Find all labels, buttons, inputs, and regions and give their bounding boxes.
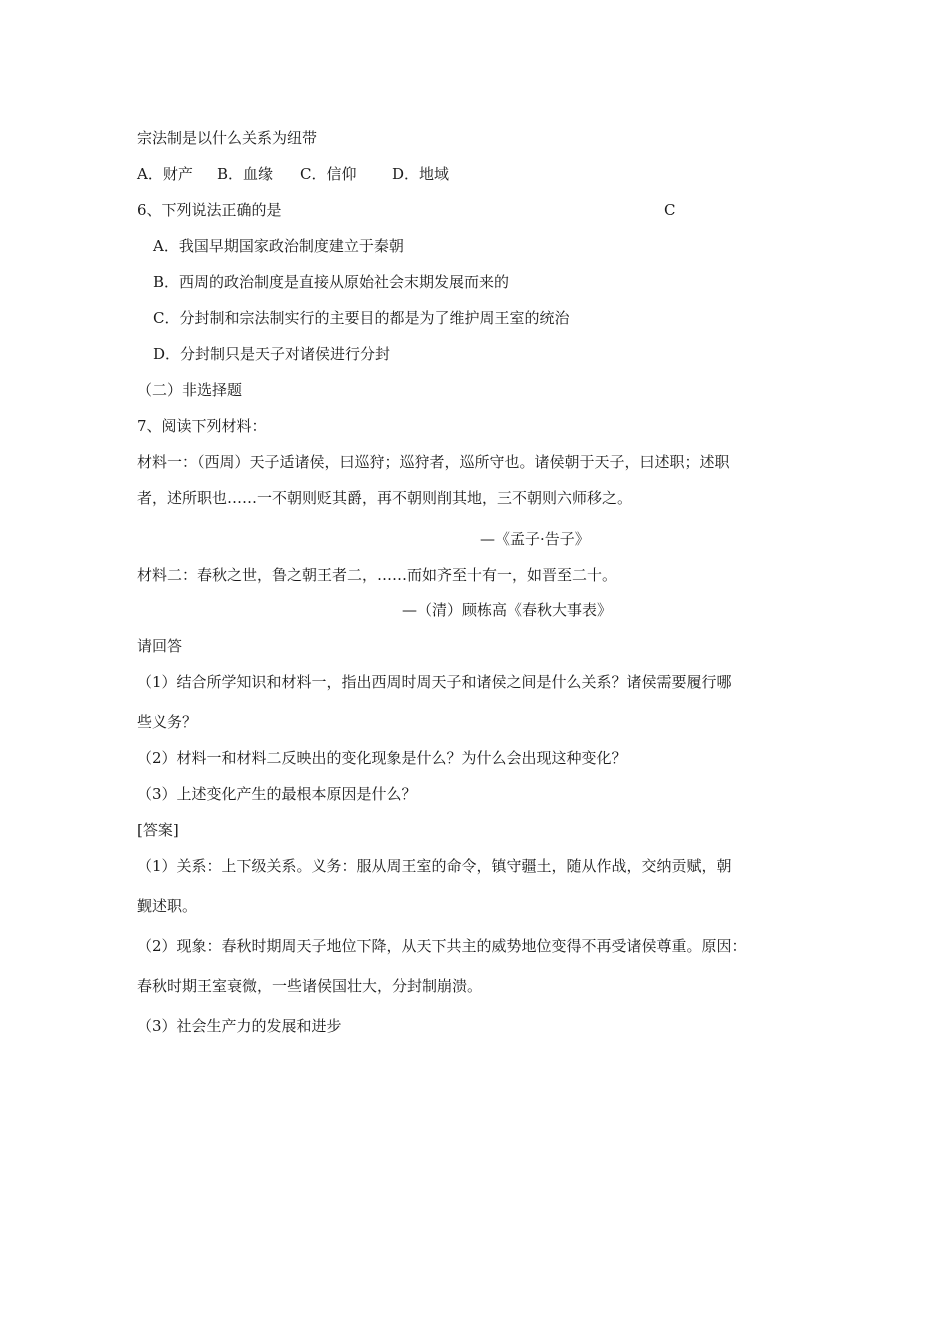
sub-question-1-line-2: 些义务？ bbox=[137, 713, 198, 731]
q6-option-a: A．我国早期国家政治制度建立于秦朝 bbox=[153, 237, 404, 255]
q6-option-d: D．分封制只是天子对诸侯进行分封 bbox=[153, 345, 391, 363]
material-2-source: —（清）顾栋高《春秋大事表》 bbox=[402, 601, 613, 619]
q7-stem: 7、阅读下列材料： bbox=[137, 417, 267, 435]
q5-option-b: B．血缘 bbox=[217, 165, 274, 183]
material-2: 材料二：春秋之世，鲁之朝王者二，……而如齐至十有一，如晋至二十。 bbox=[137, 566, 618, 584]
answer-2-line-1: （2）现象：春秋时期周天子地位下降，从天下共主的威势地位变得不再受诸侯尊重。原因： bbox=[137, 937, 747, 955]
material-1-line-2: 者，述所职也……一不朝则贬其爵，再不朝则削其地，三不朝则六师移之。 bbox=[137, 489, 633, 507]
answer-heading: [答案] bbox=[137, 821, 179, 839]
material-1-source: —《孟子·告子》 bbox=[480, 530, 590, 548]
q5-stem: 宗法制是以什么关系为纽带 bbox=[137, 129, 318, 147]
sub-question-1-line-1: （1）结合所学知识和材料一，指出西周时周天子和诸侯之间是什么关系？诸侯需要履行哪 bbox=[137, 673, 732, 691]
answer-2-line-2: 春秋时期王室衰微，一些诸侯国壮大，分封制崩溃。 bbox=[137, 977, 483, 995]
q6-stem: 6、下列说法正确的是 bbox=[137, 201, 282, 219]
section-heading: （二）非选择题 bbox=[137, 381, 243, 399]
q6-option-c: C．分封制和宗法制实行的主要目的都是为了维护周王室的统治 bbox=[153, 309, 570, 327]
q5-option-a: A．财产 bbox=[137, 165, 193, 183]
answer-1-line-2: 觐述职。 bbox=[137, 897, 198, 915]
sub-question-2: （2）材料一和材料二反映出的变化现象是什么？为什么会出现这种变化？ bbox=[137, 749, 627, 767]
sub-question-3: （3）上述变化产生的最根本原因是什么？ bbox=[137, 785, 417, 803]
q6-option-b: B．西周的政治制度是直接从原始社会末期发展而来的 bbox=[153, 273, 510, 291]
answer-prompt: 请回答 bbox=[137, 637, 183, 655]
q5-option-d: D．地域 bbox=[392, 165, 450, 183]
material-1-line-1: 材料一：（西周）天子适诸侯，曰巡狩；巡狩者，巡所守也。诸侯朝于天子，曰述职；述职 bbox=[137, 453, 730, 471]
answer-1-line-1: （1）关系：上下级关系。义务：服从周王室的命令，镇守疆土，随从作战，交纳贡赋，朝 bbox=[137, 857, 732, 875]
answer-3: （3）社会生产力的发展和进步 bbox=[137, 1017, 342, 1035]
q6-answer: C bbox=[664, 201, 676, 219]
q5-options bbox=[137, 164, 449, 184]
q5-option-c: C．信仰 bbox=[300, 165, 357, 183]
